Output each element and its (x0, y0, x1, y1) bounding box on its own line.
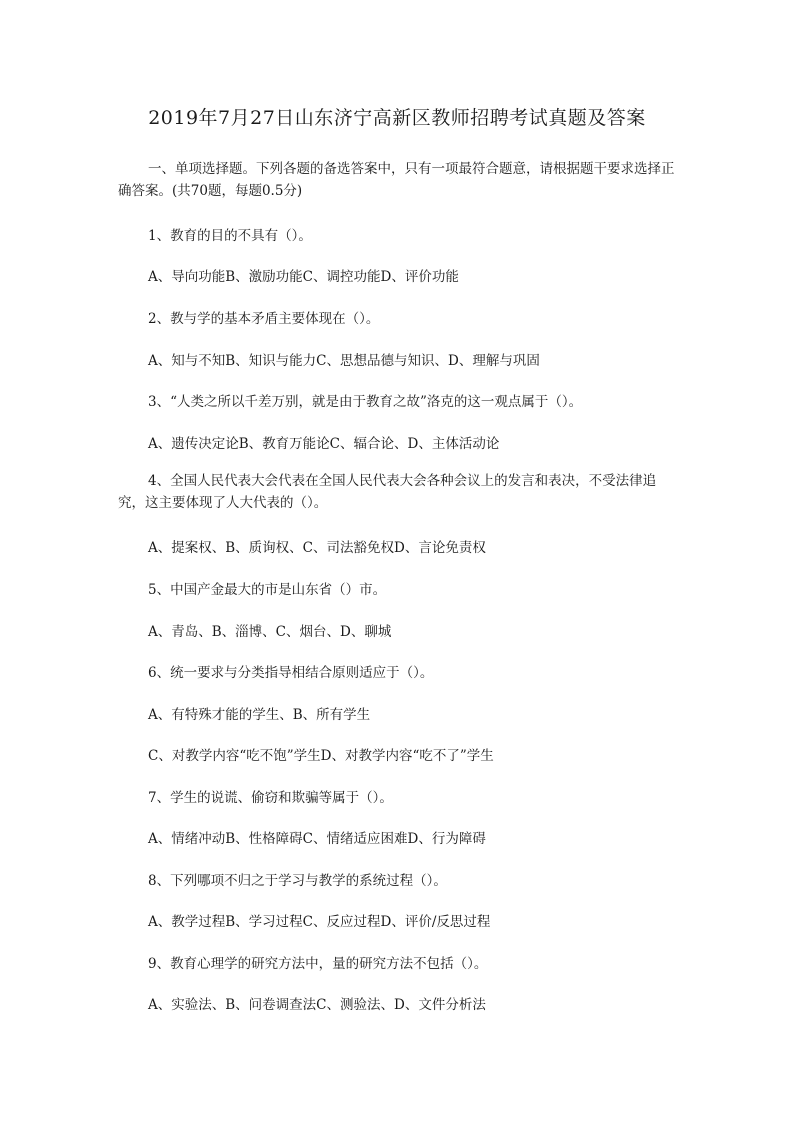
answer-options-6b: C、对教学内容“吃不饱”学生D、对教学内容“吃不了”学生 (148, 748, 494, 764)
question-7: 7、学生的说谎、偷窃和欺骗等属于（）。 (148, 790, 393, 806)
answer-options-5: A、青岛、B、淄博、C、烟台、D、聊城 (148, 624, 392, 640)
section-intro (118, 158, 678, 202)
question-4: 4、全国人民代表大会代表在全国人民代表大会各种会议上的发言和表决，不受法律追究，这主要体现了人大代表的（）。 (118, 473, 657, 511)
answer-options-9: A、实验法、B、问卷调查法C、测验法、D、文件分析法 (148, 997, 486, 1013)
question-1: 1、教育的目的不具有（）。 (148, 228, 312, 244)
answer-options-2: A、知与不知B、知识与能力C、思想品德与知识、D、理解与巩固 (148, 353, 540, 369)
answer-options-4: A、提案权、B、质询权、C、司法豁免权D、言论免责权 (148, 540, 486, 556)
question-5: 5、中国产金最大的市是山东省（）市。 (148, 582, 387, 598)
question-2: 2、教与学的基本矛盾主要体现在（）。 (148, 311, 380, 327)
question-6: 6、统一要求与分类指导相结合原则适应于（）。 (148, 665, 434, 681)
answer-options-8: A、教学过程B、学习过程C、反应过程D、评价/反思过程 (148, 914, 491, 930)
section-intro-text: 一、单项选择题。下列各题的备选答案中，只有一项最符合题意，请根据题干要求选择正确答案。(共70题，每题0.5分) (118, 161, 675, 199)
answer-options-6a: A、有特殊才能的学生、B、所有学生 (148, 707, 371, 723)
document-title: 2019年7月27日山东济宁高新区教师招聘考试真题及答案 (148, 107, 646, 129)
question-9: 9、教育心理学的研究方法中，量的研究方法不包括（）。 (148, 956, 488, 972)
answer-options-1: A、导向功能B、激励功能C、调控功能D、评价功能 (148, 269, 459, 285)
answer-options-3: A、遗传决定论B、教育万能论C、辐合论、D、主体活动论 (148, 436, 500, 452)
answer-options-7: A、情绪冲动B、性格障碍C、情绪适应困难D、行为障碍 (148, 831, 486, 847)
question-8: 8、下列哪项不归之于学习与教学的系统过程（）。 (148, 873, 447, 889)
question-3: 3、“人类之所以千差万别，就是由于教育之故”洛克的这一观点属于（）。 (148, 394, 583, 410)
